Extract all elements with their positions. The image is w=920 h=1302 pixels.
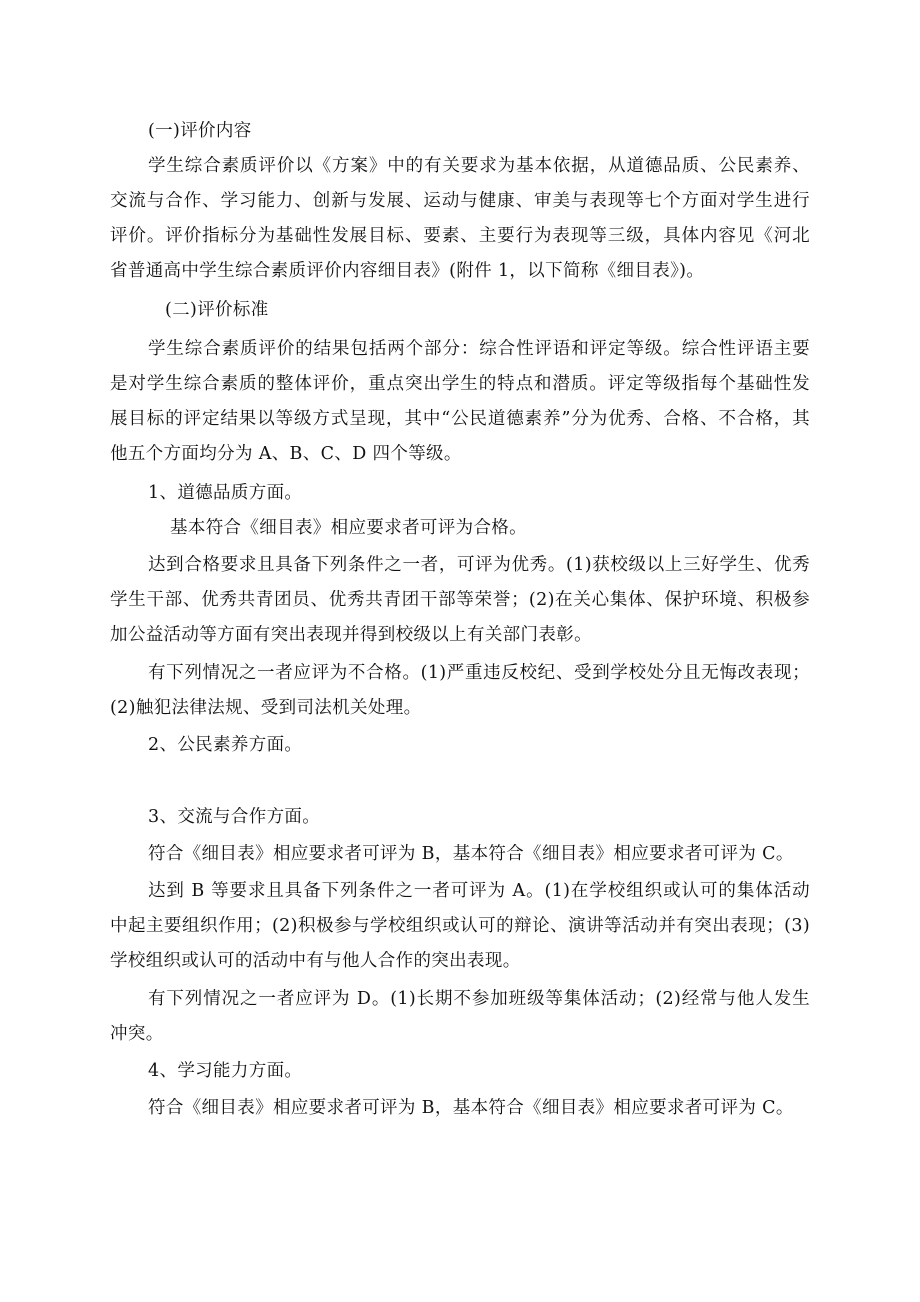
paragraph-line: 符合《细目表》相应要求者可评为 B，基本符合《细目表》相应要求者可评为 C。 [148,844,794,864]
paragraph-line: (2)触犯法律法规、受到司法机关处理。 [110,698,422,718]
paragraph-line: 学生综合素质评价的结果包括两个部分：综合性评语和评定等级。综合性评语主要 [148,339,810,359]
paragraph-line: 是对学生综合素质的整体评价，重点突出学生的特点和潜质。评定等级指每个基础性发 [110,374,810,394]
paragraph-line: 展目标的评定结果以等级方式呈现，其中“公民道德素养”分为优秀、合格、不合格，其 [110,409,810,429]
paragraph-line: 交流与合作、学习能力、创新与发展、运动与健康、审美与表现等七个方面对学生进行 [110,191,810,211]
paragraph-line: 符合《细目表》相应要求者可评为 B，基本符合《细目表》相应要求者可评为 C。 [148,1098,794,1118]
paragraph-line: 学生干部、优秀共青团员、优秀共青团干部等荣誉；(2)在关心集体、保护环境、积极参 [110,590,810,610]
paragraph-line: 学生综合素质评价以《方案》中的有关要求为基本依据，从道德品质、公民素养、 [148,156,810,176]
paragraph-line: 他五个方面均分为 A、B、C、D 四个等级。 [110,444,462,464]
paragraph-line: 加公益活动等方面有突出表现并得到校级以上有关部门表彰。 [110,625,592,645]
paragraph-line: 达到 B 等要求且具备下列条件之一者可评为 A。(1)在学校组织或认可的集体活动 [148,881,810,901]
paragraph-line: 省普通高中学生综合素质评价内容细目表》(附件 1，以下简称《细目表》)。 [110,261,705,281]
section-heading-content: (一)评价内容 [148,121,252,141]
paragraph-line: 学校组织或认可的活动中有与他人合作的突出表现。 [110,951,521,971]
item-heading-communication: 3、交流与合作方面。 [148,807,321,827]
paragraph-line: 达到合格要求且具备下列条件之一者，可评为优秀。(1)获校级以上三好学生、优秀 [148,555,810,575]
section-heading-standard: (二)评价标准 [165,300,269,320]
paragraph-line: 有下列情况之一者应评为不合格。(1)严重违反校纪、受到学校处分且无悔改表现； [148,663,810,683]
paragraph-line: 冲突。 [110,1024,164,1044]
item-heading-civic: 2、公民素养方面。 [148,735,303,755]
item-heading-morality: 1、道德品质方面。 [148,483,303,503]
item-heading-learning: 4、学习能力方面。 [148,1061,303,1081]
paragraph-line: 评价。评价指标分为基础性发展目标、要素、主要行为表现等三级，具体内容见《河北 [110,226,810,246]
paragraph-line: 中起主要组织作用；(2)积极参与学校组织或认可的辩论、演讲等活动并有突出表现；(3) [110,916,810,936]
paragraph-line: 基本符合《细目表》相应要求者可评为合格。 [170,518,527,538]
paragraph-line: 有下列情况之一者应评为 D。(1)长期不参加班级等集体活动；(2)经常与他人发生 [148,989,810,1009]
